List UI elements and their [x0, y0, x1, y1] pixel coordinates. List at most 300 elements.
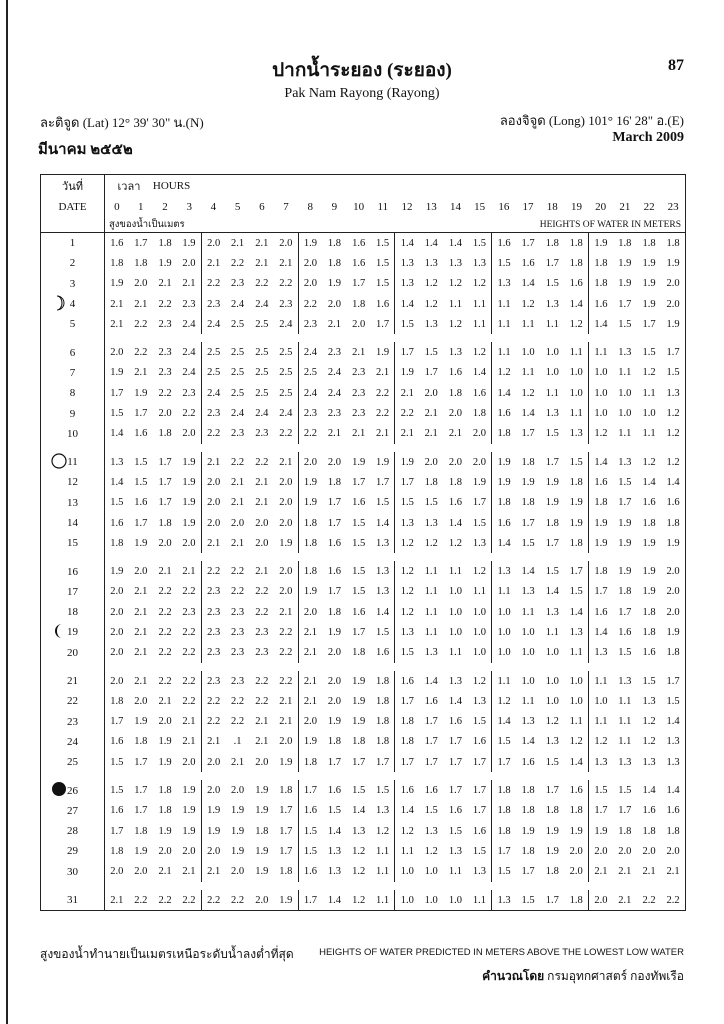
height-cell: 1.6	[424, 695, 438, 707]
height-cell: 1.6	[492, 513, 516, 533]
day-cell	[41, 602, 105, 622]
height-cell: 2.1	[255, 497, 269, 509]
height-cell: 1.9	[492, 452, 516, 472]
height-cell: 1.8	[158, 428, 172, 440]
height-cell: 1.0	[492, 622, 516, 642]
height-cell: 1.7	[589, 801, 613, 821]
height-cell: 2.0	[661, 274, 685, 294]
height-cell: 1.9	[231, 845, 245, 857]
height-cell: 2.0	[618, 845, 632, 857]
height-cell: 2.4	[327, 367, 341, 379]
height-cell: 1.1	[589, 671, 613, 691]
height-cell: 1.9	[352, 456, 366, 468]
height-cell: 1.1	[424, 566, 438, 578]
gap-date-cell	[41, 772, 105, 780]
height-cell: 1.8	[448, 476, 462, 488]
height-cell: 1.9	[279, 756, 293, 768]
height-cell: 1.5	[352, 586, 366, 598]
height-cell: 1.8	[298, 533, 322, 553]
height-cell: 2.1	[618, 866, 632, 878]
height-cell: 1.0	[521, 347, 535, 359]
height-cell: 1.3	[395, 253, 419, 273]
height-cell: 2.0	[642, 845, 656, 857]
height-cell: 2.3	[231, 626, 245, 638]
height-cell: 2.0	[134, 566, 148, 578]
height-cell: 2.2	[182, 408, 196, 420]
table-row	[41, 582, 686, 602]
height-cell: 2.1	[201, 253, 225, 273]
height-cell: 1.5	[424, 347, 438, 359]
height-cell: 1.4	[642, 785, 656, 797]
height-cell: 1.9	[110, 278, 124, 290]
height-cell: 2.5	[255, 387, 269, 399]
height-cell: 1.1	[492, 582, 516, 602]
height-cell: 1.1	[424, 586, 438, 598]
height-cell: 1.8	[395, 732, 419, 752]
height-cell: 1.0	[492, 602, 516, 622]
height-cell: 2.1	[448, 428, 462, 440]
height-cell: 2.2	[158, 675, 172, 687]
day-number: 21	[67, 675, 78, 688]
height-cell: 2.1	[182, 716, 196, 728]
height-cell: 2.1	[298, 691, 322, 711]
height-cell: 1.1	[448, 298, 462, 310]
height-cell: 1.1	[545, 318, 559, 330]
height-cell: .1	[233, 736, 242, 748]
height-cell: 1.5	[545, 756, 559, 768]
height-cell: 1.9	[545, 497, 559, 509]
height-cell: 2.1	[352, 428, 366, 440]
height-cell: 2.1	[134, 586, 148, 598]
height-cell: 1.3	[545, 408, 559, 420]
height-cell: 2.0	[661, 602, 685, 622]
height-cell: 2.1	[255, 257, 269, 269]
height-cell: 2.5	[279, 347, 293, 359]
day-cell	[41, 821, 105, 841]
height-cell: 1.9	[134, 845, 148, 857]
day-cell	[41, 233, 105, 254]
height-cell: 1.5	[521, 537, 535, 549]
height-cell: 1.5	[545, 278, 559, 290]
height-cell: 1.2	[589, 732, 613, 752]
height-cell: 1.1	[472, 318, 486, 330]
height-cell: 1.8	[545, 517, 559, 529]
height-cell: 1.8	[279, 785, 293, 797]
height-cell: 1.8	[327, 606, 341, 618]
height-cell: 2.0	[589, 890, 613, 911]
height-cell: 1.6	[110, 736, 124, 748]
height-cell: 1.9	[158, 756, 172, 768]
height-cell: 1.1	[448, 866, 462, 878]
height-cell: 1.4	[492, 533, 516, 553]
height-cell: 2.2	[201, 712, 225, 732]
height-cell: 1.7	[327, 497, 341, 509]
height-cell: 2.2	[158, 647, 172, 659]
day-cell	[41, 533, 105, 553]
height-cell: 1.1	[376, 866, 390, 878]
row-gap	[41, 553, 686, 561]
height-cell: 1.9	[661, 533, 685, 553]
height-cell: 1.8	[618, 825, 632, 837]
height-cell: 2.3	[298, 314, 322, 334]
height-cell: 1.5	[376, 497, 390, 509]
height-cell: 2.1	[201, 452, 225, 472]
height-cell: 1.1	[521, 318, 535, 330]
height-cell: 2.1	[134, 626, 148, 638]
height-cell: 2.3	[182, 387, 196, 399]
height-cell: 2.1	[395, 424, 419, 444]
height-cell: 2.0	[201, 233, 225, 254]
height-cell: 2.4	[231, 298, 245, 310]
height-cell: 2.0	[352, 318, 366, 330]
height-cell: 2.2	[231, 586, 245, 598]
day-number: 31	[67, 894, 78, 907]
height-cell: 2.1	[613, 890, 637, 911]
height-cell: 2.0	[158, 716, 172, 728]
height-cell: 2.2	[201, 561, 225, 581]
height-cell: 2.0	[279, 497, 293, 509]
height-cell: 2.0	[279, 586, 293, 598]
height-cell: 2.3	[255, 626, 269, 638]
date-header-thai: วันที่	[41, 175, 105, 198]
height-cell: 1.9	[569, 497, 583, 509]
height-cell: 1.4	[569, 756, 583, 768]
height-cell: 1.7	[279, 805, 293, 817]
height-cell: 1.8	[492, 801, 516, 821]
tide-table	[40, 174, 686, 911]
height-cell: 2.2	[201, 424, 225, 444]
height-cell: 1.5	[376, 278, 390, 290]
footnote-thai: สูงของน้ำทำนายเป็นเมตรเหนือระดับน้ำลงต่ำที่สุด	[40, 947, 294, 961]
height-cell: 2.4	[182, 318, 196, 330]
height-cell: 1.6	[521, 756, 535, 768]
height-cell: 1.8	[134, 825, 148, 837]
height-cell: 1.6	[376, 647, 390, 659]
height-cell: 1.6	[298, 801, 322, 821]
height-cell: 2.5	[231, 367, 245, 379]
height-cell: 1.9	[545, 845, 559, 857]
gap-cell	[105, 553, 686, 561]
height-cell: 1.8	[110, 695, 124, 707]
height-cell: 1.9	[298, 732, 322, 752]
height-cell: 2.2	[231, 695, 245, 707]
height-cell: 1.0	[618, 408, 632, 420]
height-cell: 1.9	[134, 537, 148, 549]
height-cell: 1.7	[618, 606, 632, 618]
height-cell: 2.3	[255, 428, 269, 440]
height-cell: 1.7	[521, 517, 535, 529]
month-thai: มีนาคม ๒๕๕๒	[38, 142, 133, 158]
height-cell: 1.9	[110, 566, 124, 578]
table-row	[41, 493, 686, 513]
height-cell: 1.6	[395, 780, 419, 800]
height-cell: 1.9	[569, 825, 583, 837]
height-cell: 1.9	[158, 736, 172, 748]
height-cell: 1.3	[376, 537, 390, 549]
height-cell: 1.9	[274, 890, 298, 911]
day-number: 28	[67, 825, 78, 838]
height-cell: 2.1	[201, 732, 225, 752]
height-cell: 1.3	[545, 298, 559, 310]
height-cell: 1.7	[158, 497, 172, 509]
day-number: 2	[69, 257, 76, 270]
height-cell: 1.8	[110, 537, 124, 549]
height-label-thai: สูงของน้ำเป็นเมตร	[105, 217, 395, 233]
height-cell: 2.4	[327, 387, 341, 399]
height-cell: 2.4	[201, 314, 225, 334]
height-cell: 1.3	[521, 716, 535, 728]
height-cell: 1.7	[618, 298, 632, 310]
day-number: 19	[67, 626, 78, 639]
height-cell: 1.5	[618, 476, 632, 488]
height-cell: 1.0	[521, 647, 535, 659]
height-cell: 1.7	[545, 537, 559, 549]
row-gap	[41, 772, 686, 780]
height-cell: 2.2	[255, 606, 269, 618]
height-cell: 1.9	[618, 278, 632, 290]
height-cell: 1.2	[661, 403, 685, 423]
height-cell: 1.5	[395, 493, 419, 513]
table-row	[41, 671, 686, 691]
height-cell: 1.2	[448, 278, 462, 290]
height-cell: 1.5	[492, 732, 516, 752]
height-cell: 2.2	[661, 890, 685, 911]
height-cell: 1.3	[569, 626, 583, 638]
height-cell: 1.6	[448, 805, 462, 817]
height-cell: 1.7	[424, 716, 438, 728]
height-cell: 1.8	[642, 517, 656, 529]
height-cell: 1.8	[564, 890, 588, 911]
height-cell: 2.2	[279, 428, 293, 440]
height-cell: 1.5	[472, 517, 486, 529]
day-cell	[41, 841, 105, 861]
height-cell: 1.5	[298, 841, 322, 861]
height-cell: 2.2	[255, 278, 269, 290]
hour-header-11: 11	[377, 201, 389, 213]
height-cell: 2.4	[182, 347, 196, 359]
day-cell	[41, 363, 105, 383]
hour-header-1: 1	[138, 201, 144, 213]
height-cell: 2.0	[424, 456, 438, 468]
hour-header-4: 4	[210, 201, 217, 213]
height-cell: 1.2	[472, 566, 486, 578]
height-cell: 1.1	[472, 298, 486, 310]
height-cell: 2.1	[327, 318, 341, 330]
height-cell: 2.1	[201, 533, 225, 553]
day-cell	[41, 862, 105, 882]
height-cell: 1.7	[395, 691, 419, 711]
height-cell: 1.8	[545, 237, 559, 249]
height-cell: 2.1	[255, 736, 269, 748]
height-cell: 1.9	[182, 517, 196, 529]
height-cell: 1.8	[158, 237, 172, 249]
day-cell	[41, 294, 105, 314]
height-cell: 1.6	[642, 647, 656, 659]
height-cell: 1.7	[158, 476, 172, 488]
height-cell: 1.1	[468, 890, 492, 911]
new-moon-icon	[51, 781, 67, 797]
height-cell: 1.9	[492, 472, 516, 492]
height-cell: 2.0	[279, 476, 293, 488]
height-cell: 1.6	[327, 785, 341, 797]
height-cell: 2.0	[250, 890, 274, 911]
height-cell: 2.2	[255, 456, 269, 468]
height-cell: 1.7	[134, 785, 148, 797]
height-cell: 1.7	[472, 785, 486, 797]
day-cell	[41, 493, 105, 513]
height-cell: 2.5	[201, 363, 225, 383]
height-cell: 2.0	[255, 537, 269, 549]
height-cell: 2.3	[201, 643, 225, 663]
height-cell: 1.6	[618, 626, 632, 638]
height-cell: 1.2	[642, 367, 656, 379]
height-cell: 2.2	[231, 456, 245, 468]
height-cell: 1.7	[472, 805, 486, 817]
height-cell: 2.4	[231, 408, 245, 420]
height-cell: 1.0	[443, 890, 467, 911]
height-cell: 1.7	[545, 257, 559, 269]
day-number: 16	[67, 565, 78, 578]
height-cell: 2.0	[448, 408, 462, 420]
height-cell: 2.1	[642, 866, 656, 878]
height-cell: 2.0	[158, 408, 172, 420]
height-cell: 2.0	[448, 456, 462, 468]
height-cell: 1.9	[642, 537, 656, 549]
height-cell: 1.1	[569, 408, 583, 420]
height-cell: 2.1	[255, 476, 269, 488]
height-cell: 1.0	[448, 626, 462, 638]
height-cell: 2.0	[279, 566, 293, 578]
height-cell: 1.1	[492, 342, 516, 362]
height-cell: 1.4	[110, 428, 124, 440]
height-cell: 2.2	[226, 890, 250, 911]
height-cell: 1.4	[569, 606, 583, 618]
height-cell: 1.9	[589, 233, 613, 254]
height-cell: 1.2	[395, 582, 419, 602]
height-cell: 2.5	[255, 347, 269, 359]
day-number: 1	[69, 237, 76, 250]
height-cell: 1.6	[589, 294, 613, 314]
height-cell: 2.0	[327, 695, 341, 707]
height-cell: 1.9	[298, 493, 322, 513]
height-cell: 1.5	[472, 716, 486, 728]
height-cell: 1.3	[661, 732, 685, 752]
height-cell: 1.8	[569, 476, 583, 488]
height-cell: 1.5	[424, 497, 438, 509]
height-cell: 1.9	[134, 387, 148, 399]
height-cell: 2.0	[110, 347, 124, 359]
table-row	[41, 424, 686, 444]
height-cell: 1.2	[424, 537, 438, 549]
height-cell: 2.0	[110, 866, 124, 878]
table-row	[41, 294, 686, 314]
height-cell: 1.4	[589, 622, 613, 642]
height-cell: 2.1	[376, 367, 390, 379]
height-cell: 1.6	[395, 671, 419, 691]
gap-cell	[105, 882, 686, 890]
height-cell: 1.0	[545, 347, 559, 359]
height-cell: 2.2	[231, 566, 245, 578]
height-cell: 2.1	[589, 862, 613, 882]
day-cell	[41, 383, 105, 403]
height-cell: 1.7	[352, 756, 366, 768]
day-cell	[41, 712, 105, 732]
height-cell: 1.7	[521, 428, 535, 440]
height-cell: 2.3	[182, 606, 196, 618]
height-cell: 1.8	[279, 866, 293, 878]
day-number: 20	[67, 646, 78, 659]
height-cell: 1.7	[472, 497, 486, 509]
height-cell: 1.9	[376, 347, 390, 359]
height-cell: 1.9	[661, 622, 685, 642]
height-cell: 1.6	[448, 367, 462, 379]
height-cell: 2.1	[158, 695, 172, 707]
row-gap	[41, 882, 686, 890]
table-row	[41, 314, 686, 334]
height-cell: 1.1	[492, 671, 516, 691]
height-cell: 2.0	[182, 428, 196, 440]
table-row	[41, 274, 686, 294]
height-cell: 1.0	[472, 647, 486, 659]
height-cell: 1.7	[110, 716, 124, 728]
height-cell: 1.5	[618, 318, 632, 330]
height-cell: 1.8	[521, 456, 535, 468]
height-cell: 2.1	[158, 278, 172, 290]
table-row	[41, 253, 686, 273]
day-number: 9	[69, 407, 76, 420]
height-cell: 2.4	[298, 383, 322, 403]
height-cell: 1.8	[661, 233, 685, 254]
height-cell: 1.3	[448, 675, 462, 687]
height-cell: 1.5	[376, 257, 390, 269]
height-cell: 1.8	[569, 257, 583, 269]
height-cell: 1.3	[492, 561, 516, 581]
height-cell: 2.0	[182, 257, 196, 269]
height-cell: 1.2	[448, 318, 462, 330]
height-cell: 1.0	[521, 626, 535, 638]
height-cell: 2.1	[231, 537, 245, 549]
height-cell: 2.5	[298, 363, 322, 383]
height-cell: 1.2	[472, 675, 486, 687]
height-cell: 1.4	[472, 367, 486, 379]
height-cell: 1.0	[545, 695, 559, 707]
height-cell: 2.0	[158, 537, 172, 549]
height-cell: 1.6	[424, 785, 438, 797]
credit-label: คำนวณโดย	[482, 969, 545, 983]
height-cell: 2.3	[352, 408, 366, 420]
height-cell: 2.1	[182, 736, 196, 748]
height-cell: 1.5	[569, 456, 583, 468]
height-cell: 1.9	[182, 785, 196, 797]
page-number: 87	[668, 57, 684, 74]
height-cell: 1.8	[352, 647, 366, 659]
height-cell: 1.8	[589, 253, 613, 273]
day-cell	[41, 561, 105, 581]
height-cell: 1.3	[376, 805, 390, 817]
height-cell: 1.2	[395, 602, 419, 622]
height-cell: 1.9	[255, 805, 269, 817]
height-cell: 2.0	[134, 866, 148, 878]
latitude: ละติจูด (Lat) 12° 39' 30" น.(N)	[40, 115, 204, 130]
height-cell: 1.4	[376, 606, 390, 618]
height-cell: 1.1	[618, 716, 632, 728]
height-cell: 2.0	[327, 298, 341, 310]
height-cell: 2.2	[279, 278, 293, 290]
height-cell: 2.3	[352, 387, 366, 399]
height-cell: 1.9	[201, 821, 225, 841]
height-cell: 1.9	[298, 233, 322, 254]
height-cell: 1.1	[642, 387, 656, 399]
